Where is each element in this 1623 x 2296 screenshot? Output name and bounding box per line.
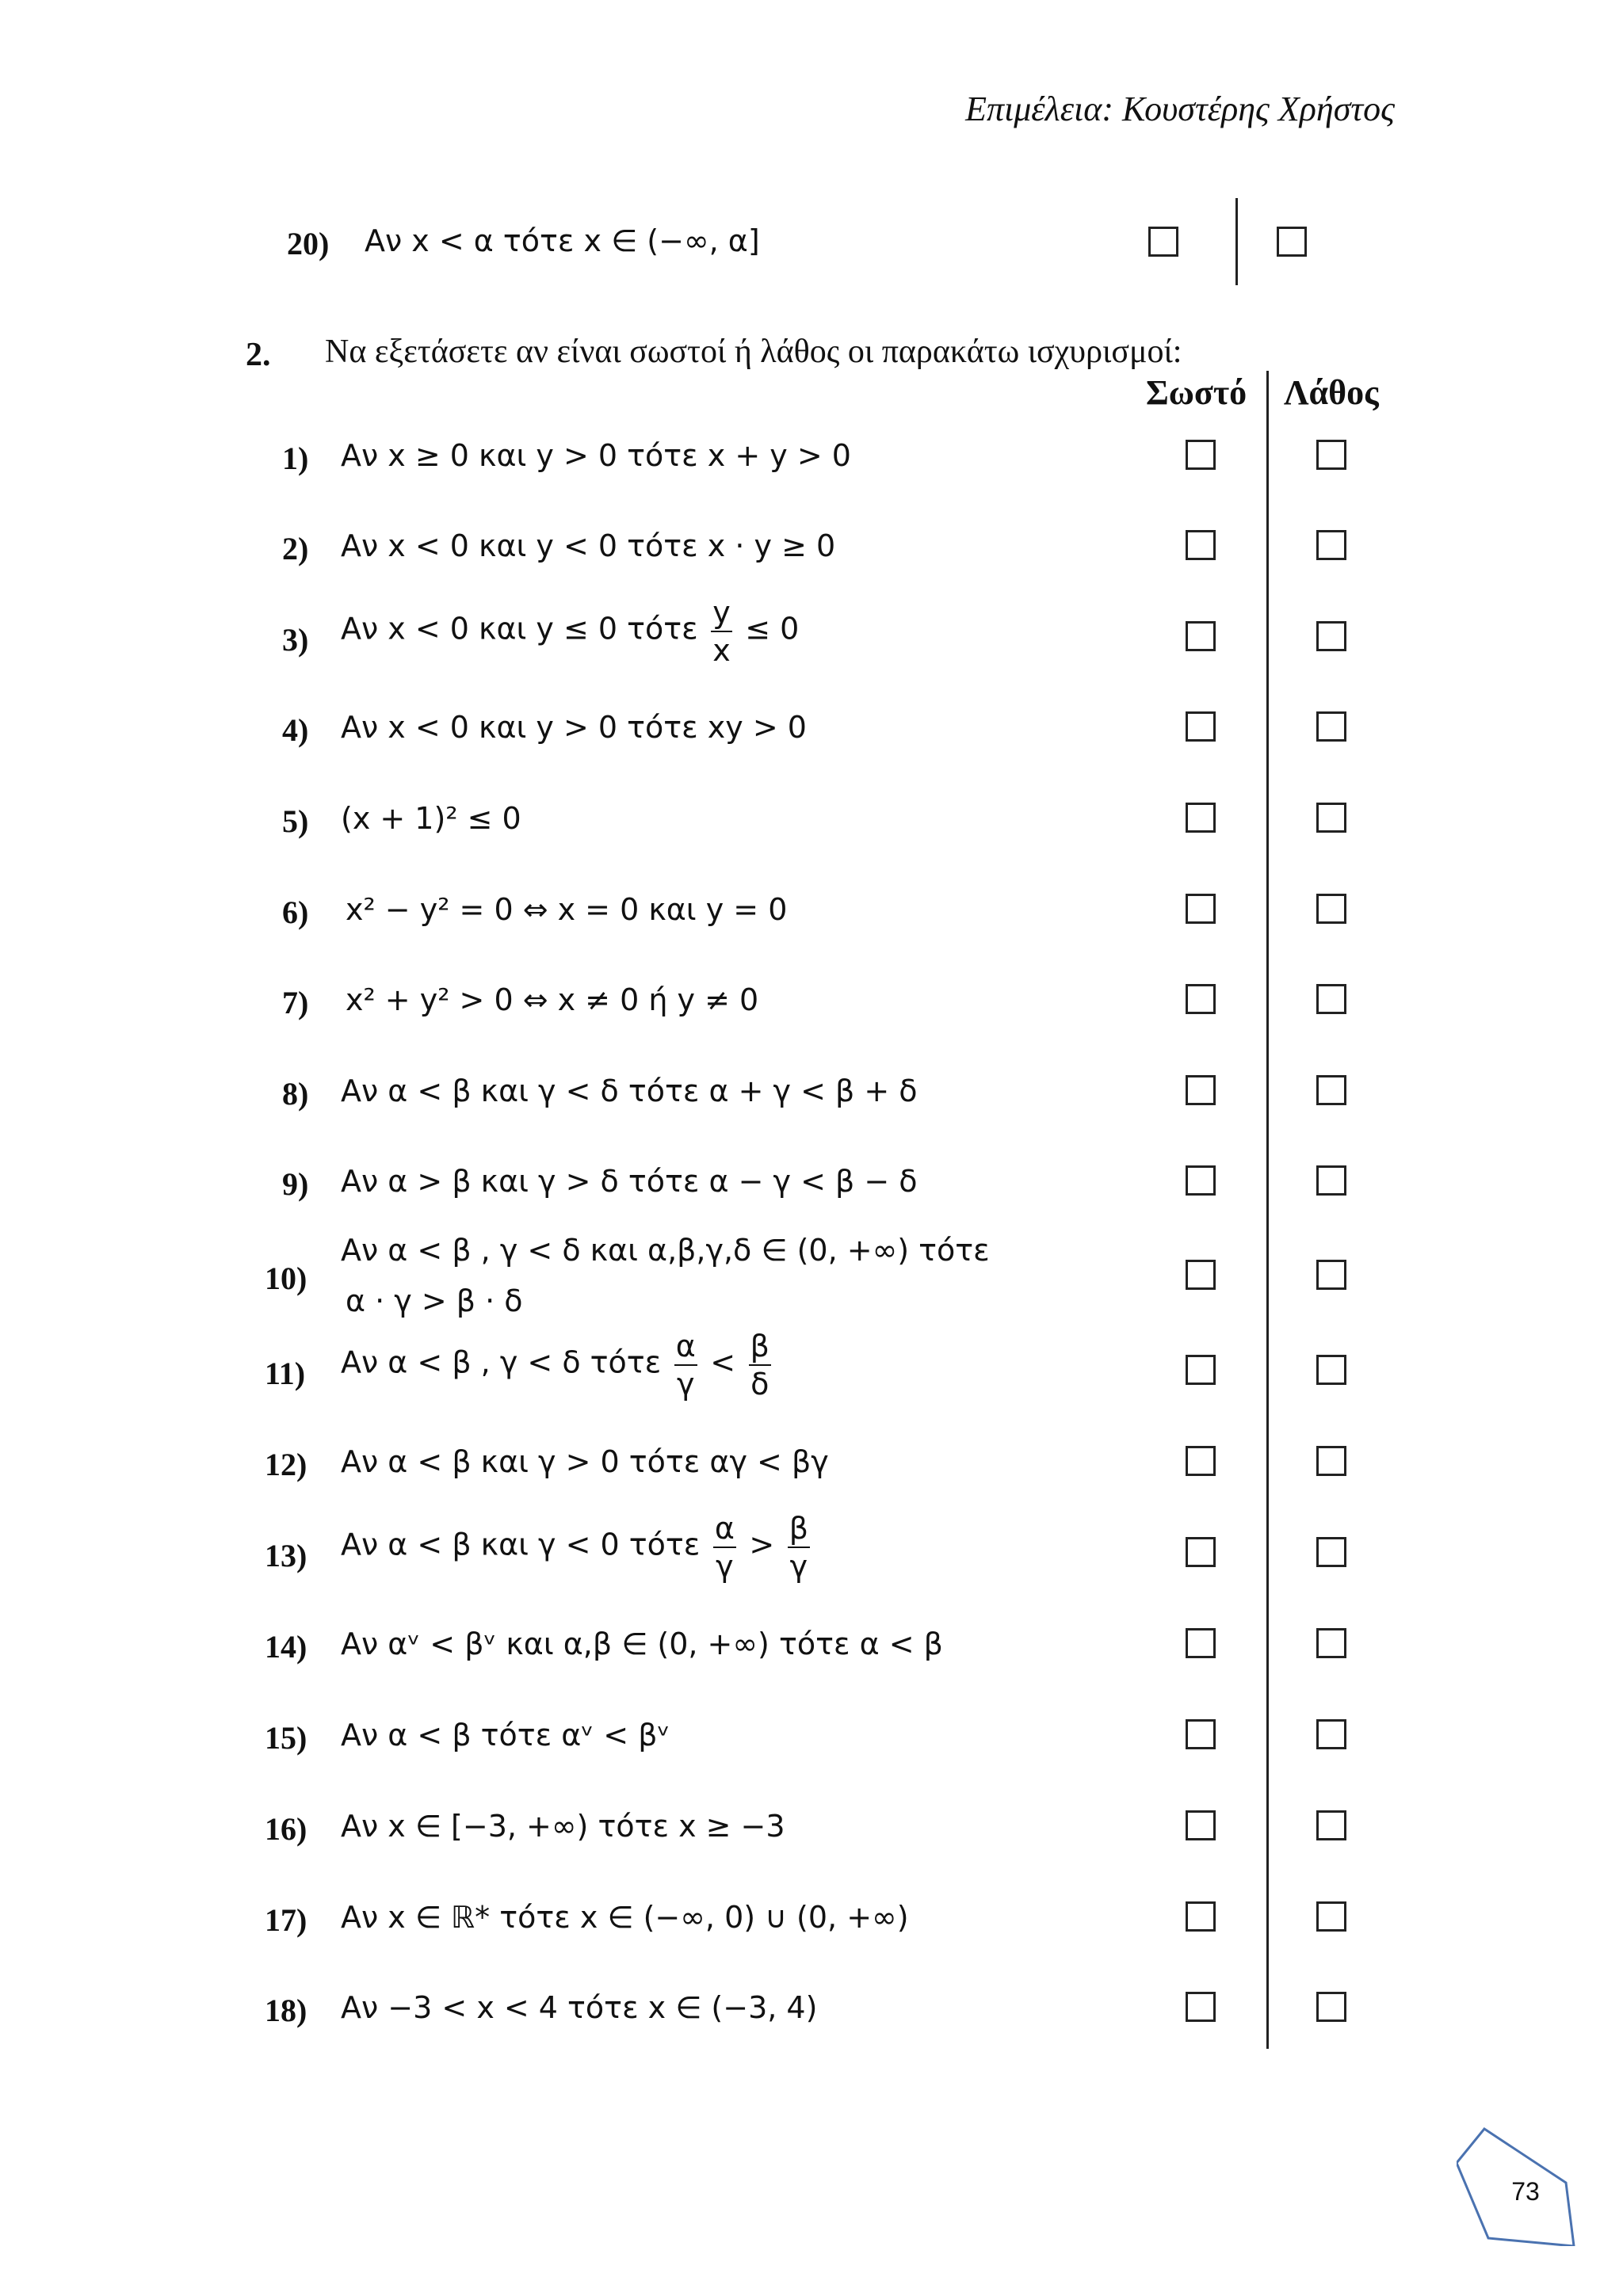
- item-false-checkbox[interactable]: [1316, 984, 1346, 1014]
- item-true-checkbox[interactable]: [1186, 1810, 1216, 1840]
- column-header-true: Σωστό: [1146, 373, 1247, 412]
- prev-item-statement: Αν x < α τότε x ∈ (−∞, α]: [365, 223, 760, 258]
- item-statement: x² + y² > 0 ⇔ x ≠ 0 ή y ≠ 0: [346, 982, 759, 1017]
- page-number: 73: [1511, 2177, 1540, 2206]
- fraction: $\frac{\beta}{\delta}$: [750, 1329, 769, 1402]
- item-statement: Αν α < β , γ < δ τότε $\frac{\alpha}{\gamma}$ < $\frac{\beta}{\delta}$: [341, 1329, 769, 1402]
- item-false-checkbox[interactable]: [1316, 1260, 1346, 1290]
- item-false-checkbox[interactable]: [1316, 621, 1346, 651]
- item-true-checkbox[interactable]: [1186, 440, 1216, 470]
- item-false-checkbox[interactable]: [1316, 1537, 1346, 1567]
- prev-column-divider: [1235, 198, 1238, 285]
- item-statement: (x + 1)² ≤ 0: [341, 801, 521, 836]
- section-number: 2.: [246, 337, 271, 373]
- item-statement: Αν −3 < x < 4 τότε x ∈ (−3, 4): [341, 1990, 818, 2025]
- item-false-checkbox[interactable]: [1316, 1992, 1346, 2022]
- item-number: 4): [282, 712, 309, 748]
- prev-item-false-checkbox[interactable]: [1277, 227, 1307, 257]
- item-statement-line2: α · γ > β · δ: [346, 1283, 523, 1318]
- item-number: 15): [265, 1720, 307, 1756]
- item-number: 18): [265, 1993, 307, 2028]
- item-number: 9): [282, 1166, 309, 1202]
- item-number: 13): [265, 1538, 307, 1573]
- item-false-checkbox[interactable]: [1316, 1719, 1346, 1749]
- item-statement: Αν x < 0 και y < 0 τότε x · y ≥ 0: [341, 528, 836, 563]
- item-true-checkbox[interactable]: [1186, 621, 1216, 651]
- item-false-checkbox[interactable]: [1316, 803, 1346, 833]
- item-true-checkbox[interactable]: [1186, 1075, 1216, 1105]
- item-number: 6): [282, 894, 309, 930]
- prev-item-true-checkbox[interactable]: [1148, 227, 1178, 257]
- item-false-checkbox[interactable]: [1316, 530, 1346, 560]
- item-false-checkbox[interactable]: [1316, 1075, 1346, 1105]
- item-true-checkbox[interactable]: [1186, 1165, 1216, 1196]
- item-number: 2): [282, 531, 309, 566]
- fraction: $\frac{y}{x}$: [712, 595, 731, 668]
- prev-item-number: 20): [287, 226, 330, 261]
- item-statement: Αν α < β και γ < 0 τότε $\frac{\alpha}{\gamma}$ > $\frac{\beta}{\gamma}$: [341, 1511, 809, 1584]
- item-statement: Αν x ∈ [−3, +∞) τότε x ≥ −3: [341, 1809, 785, 1844]
- item-true-checkbox[interactable]: [1186, 1260, 1216, 1290]
- item-false-checkbox[interactable]: [1316, 1901, 1346, 1932]
- item-statement: Αν α < β και γ > 0 τότε αγ < βγ: [341, 1444, 829, 1479]
- item-number: 10): [265, 1261, 307, 1296]
- item-number: 11): [265, 1356, 306, 1391]
- item-true-checkbox[interactable]: [1186, 1537, 1216, 1567]
- item-false-checkbox[interactable]: [1316, 711, 1346, 742]
- fraction: $\frac{\alpha}{\gamma}$: [675, 1329, 696, 1402]
- item-true-checkbox[interactable]: [1186, 894, 1216, 924]
- column-divider: [1266, 371, 1269, 2049]
- item-true-checkbox[interactable]: [1186, 1446, 1216, 1476]
- item-number: 14): [265, 1629, 307, 1665]
- item-true-checkbox[interactable]: [1186, 1355, 1216, 1385]
- item-statement: x² − y² = 0 ⇔ x = 0 και y = 0: [346, 892, 788, 927]
- item-true-checkbox[interactable]: [1186, 1628, 1216, 1658]
- item-true-checkbox[interactable]: [1186, 984, 1216, 1014]
- item-false-checkbox[interactable]: [1316, 1810, 1346, 1840]
- column-header-false: Λάθος: [1284, 373, 1379, 412]
- item-true-checkbox[interactable]: [1186, 803, 1216, 833]
- item-statement-line1: Αν α < β , γ < δ και α,β,γ,δ ∈ (0, +∞) τότε: [341, 1233, 990, 1268]
- item-number: 1): [282, 441, 309, 476]
- page-header-author: Επιμέλεια: Κουστέρης Χρήστος: [965, 90, 1395, 128]
- item-number: 12): [265, 1447, 307, 1482]
- item-false-checkbox[interactable]: [1316, 1446, 1346, 1476]
- fraction: $\frac{\alpha}{\gamma}$: [714, 1511, 735, 1584]
- section-instruction: Να εξετάσετε αν είναι σωστοί ή λάθος οι παρακάτω ισχυρισμοί:: [325, 334, 1182, 370]
- item-false-checkbox[interactable]: [1316, 1628, 1346, 1658]
- item-true-checkbox[interactable]: [1186, 1719, 1216, 1749]
- item-statement: Αν x < 0 και y ≤ 0 τότε $\frac{y}{x}$ ≤ 0: [341, 595, 800, 668]
- item-number: 16): [265, 1811, 307, 1847]
- item-true-checkbox[interactable]: [1186, 530, 1216, 560]
- item-true-checkbox[interactable]: [1186, 1901, 1216, 1932]
- item-statement: Αν x ∈ ℝ* τότε x ∈ (−∞, 0) ∪ (0, +∞): [341, 1900, 909, 1935]
- item-true-checkbox[interactable]: [1186, 1992, 1216, 2022]
- item-statement: Αν x ≥ 0 και y > 0 τότε x + y > 0: [341, 438, 851, 473]
- item-statement: Αν α < β τότε αᵛ < βᵛ: [341, 1718, 670, 1753]
- item-statement: Αν α > β και γ > δ τότε α − γ < β − δ: [341, 1164, 918, 1199]
- item-false-checkbox[interactable]: [1316, 1165, 1346, 1196]
- item-number: 8): [282, 1076, 309, 1112]
- item-statement: Αν α < β και γ < δ τότε α + γ < β + δ: [341, 1074, 918, 1108]
- item-number: 17): [265, 1902, 307, 1938]
- item-number: 3): [282, 622, 309, 658]
- item-statement: Αν αᵛ < βᵛ και α,β ∈ (0, +∞) τότε α < β: [341, 1627, 943, 1661]
- item-true-checkbox[interactable]: [1186, 711, 1216, 742]
- item-false-checkbox[interactable]: [1316, 1355, 1346, 1385]
- item-statement: Αν x < 0 και y > 0 τότε xy > 0: [341, 710, 807, 745]
- item-false-checkbox[interactable]: [1316, 894, 1346, 924]
- item-number: 7): [282, 985, 309, 1020]
- item-number: 5): [282, 803, 309, 839]
- item-false-checkbox[interactable]: [1316, 440, 1346, 470]
- fraction: $\frac{\beta}{\gamma}$: [789, 1511, 809, 1584]
